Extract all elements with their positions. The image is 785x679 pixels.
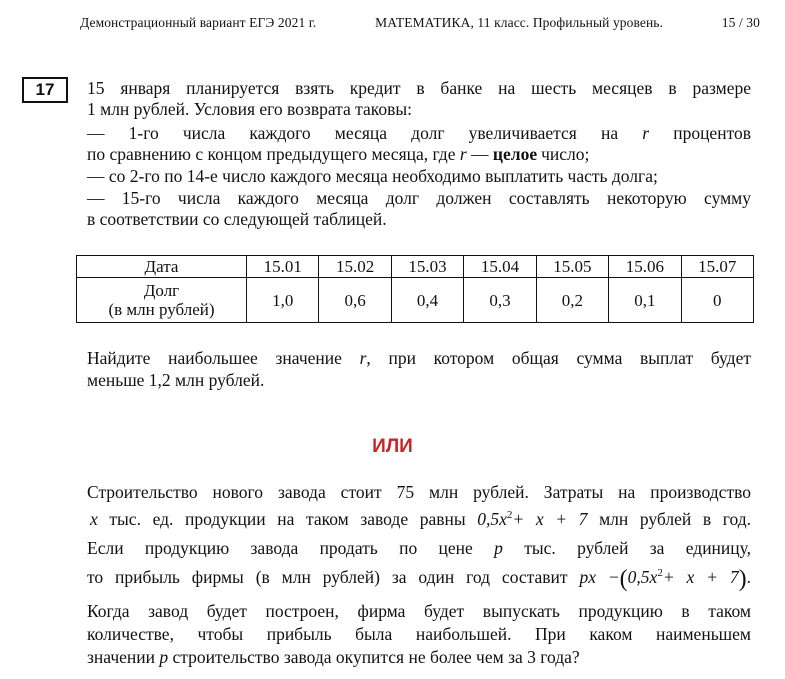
table-row-debts	[77, 278, 754, 323]
table-cell-date: 15.05	[536, 256, 608, 278]
condition-1-line-1	[87, 123, 751, 145]
table-cell-debt: 0,4	[391, 278, 463, 323]
alt-line-6: количестве, чтобы прибыль была наибольшей. При каком наименьшем	[87, 624, 751, 644]
profit-formula-part-c: + x + 7	[662, 567, 739, 587]
variable-r: r	[642, 123, 650, 143]
alt-line-7-text-a: значении	[87, 647, 156, 667]
question-text-a: Найдите наибольшее значение	[87, 348, 342, 368]
alt-line-2-text-b: млн рублей в год.	[599, 509, 752, 529]
profit-formula-part-b: 0,5x	[627, 567, 658, 587]
variable-p: p	[159, 647, 169, 667]
table-cell-date: 15.06	[609, 256, 681, 278]
condition-3-line-2: в соответствии со следующей таблицей.	[87, 209, 387, 229]
paren-open: (	[619, 566, 628, 592]
table-row-dates	[77, 256, 754, 278]
table-cell-debt: 0,3	[464, 278, 536, 323]
header-left: Демонстрационный вариант ЕГЭ 2021 г.	[80, 15, 317, 30]
cost-formula	[477, 509, 587, 529]
table-header-debt	[77, 278, 247, 323]
condition-2: — со 2-го по 14-е число каждого месяца необходимо выплатить часть долга;	[87, 166, 658, 186]
question-text-b: , при котором общая сумма выплат будет	[366, 348, 751, 368]
variable-r: r	[459, 144, 467, 164]
alt-line-3	[87, 538, 751, 559]
variable-r: r	[359, 348, 367, 368]
cost-formula-exponent: 2	[506, 509, 513, 521]
question-line-2: меньше 1,2 млн рублей.	[87, 370, 265, 390]
alt-line-4-end: .	[746, 567, 751, 587]
table-cell-debt: 0,2	[536, 278, 608, 323]
condition-1-text-e: число;	[541, 144, 590, 164]
integer-emphasis: целое	[492, 144, 538, 164]
alt-line-2-text-a: тыс. ед. продукции на таком заводе равны	[109, 509, 466, 529]
alt-line-1: Строительство нового завода стоит 75 млн рублей. Затраты на производство	[87, 482, 751, 502]
condition-1-dash: —	[471, 144, 489, 164]
table-header-date: Дата	[77, 256, 247, 278]
alt-line-4-text-a: то прибыль фирмы (в млн рублей) за один год составит	[87, 567, 568, 587]
table-cell-debt: 0,1	[609, 278, 681, 323]
task-number-box: 17	[22, 77, 68, 103]
condition-1-text-c: по сравнению с концом предыдущего месяца, где	[87, 144, 456, 164]
alt-line-5: Когда завод будет построен, фирма будет выпускать продукцию в таком	[87, 601, 751, 621]
alt-line-4	[87, 566, 751, 593]
alt-line-3-text-b: тыс. рублей за единицу,	[524, 538, 752, 558]
paren-close: )	[738, 566, 747, 592]
variable-x: x	[90, 509, 98, 529]
profit-formula	[579, 566, 747, 592]
cost-formula-part-a: 0,5x	[477, 509, 507, 529]
table-cell-date: 15.02	[319, 256, 391, 278]
question-line-1	[87, 348, 751, 370]
page-header	[80, 15, 760, 31]
alt-line-7	[87, 647, 751, 668]
condition-1-text-a: — 1-го числа каждого месяца долг увеличивается на	[87, 123, 619, 143]
variable-p: p	[494, 538, 503, 558]
condition-3-line-1: — 15-го числа каждого месяца долг должен составлять некоторую сумму	[87, 188, 751, 208]
or-separator: ИЛИ	[372, 436, 413, 457]
table-cell-date: 15.01	[247, 256, 319, 278]
task-intro-line-1: 15 января планируется взять кредит в банке на шесть месяцев в размере	[87, 78, 751, 98]
profit-formula-part-a: px −	[579, 567, 620, 587]
debt-label: Долг	[143, 281, 180, 300]
table-cell-debt: 0,6	[319, 278, 391, 323]
alt-line-2	[87, 509, 751, 530]
condition-1-text-b: процентов	[673, 123, 751, 143]
alt-line-7-text-b: строительство завода окупится не более чем за 3 года?	[172, 647, 580, 667]
task-intro-line-2: 1 млн рублей. Условия его возврата таковы:	[87, 99, 413, 119]
profit-formula-exponent: 2	[657, 567, 663, 579]
condition-1-line-2	[87, 144, 751, 166]
table-cell-debt: 0	[681, 278, 753, 323]
debt-schedule-table	[76, 255, 754, 323]
debt-unit-label: (в млн рублей)	[108, 300, 215, 319]
alt-line-3-text-a: Если продукцию завода продать по цене	[87, 538, 473, 558]
header-subject: МАТЕМАТИКА, 11 класс. Профильный уровень.	[375, 15, 664, 30]
table-cell-date: 15.07	[681, 256, 753, 278]
page-number: 15 / 30	[721, 15, 760, 30]
cost-formula-part-b: + x + 7	[512, 509, 588, 529]
table-cell-debt: 1,0	[247, 278, 319, 323]
table-cell-date: 15.03	[391, 256, 463, 278]
table-cell-date: 15.04	[464, 256, 536, 278]
